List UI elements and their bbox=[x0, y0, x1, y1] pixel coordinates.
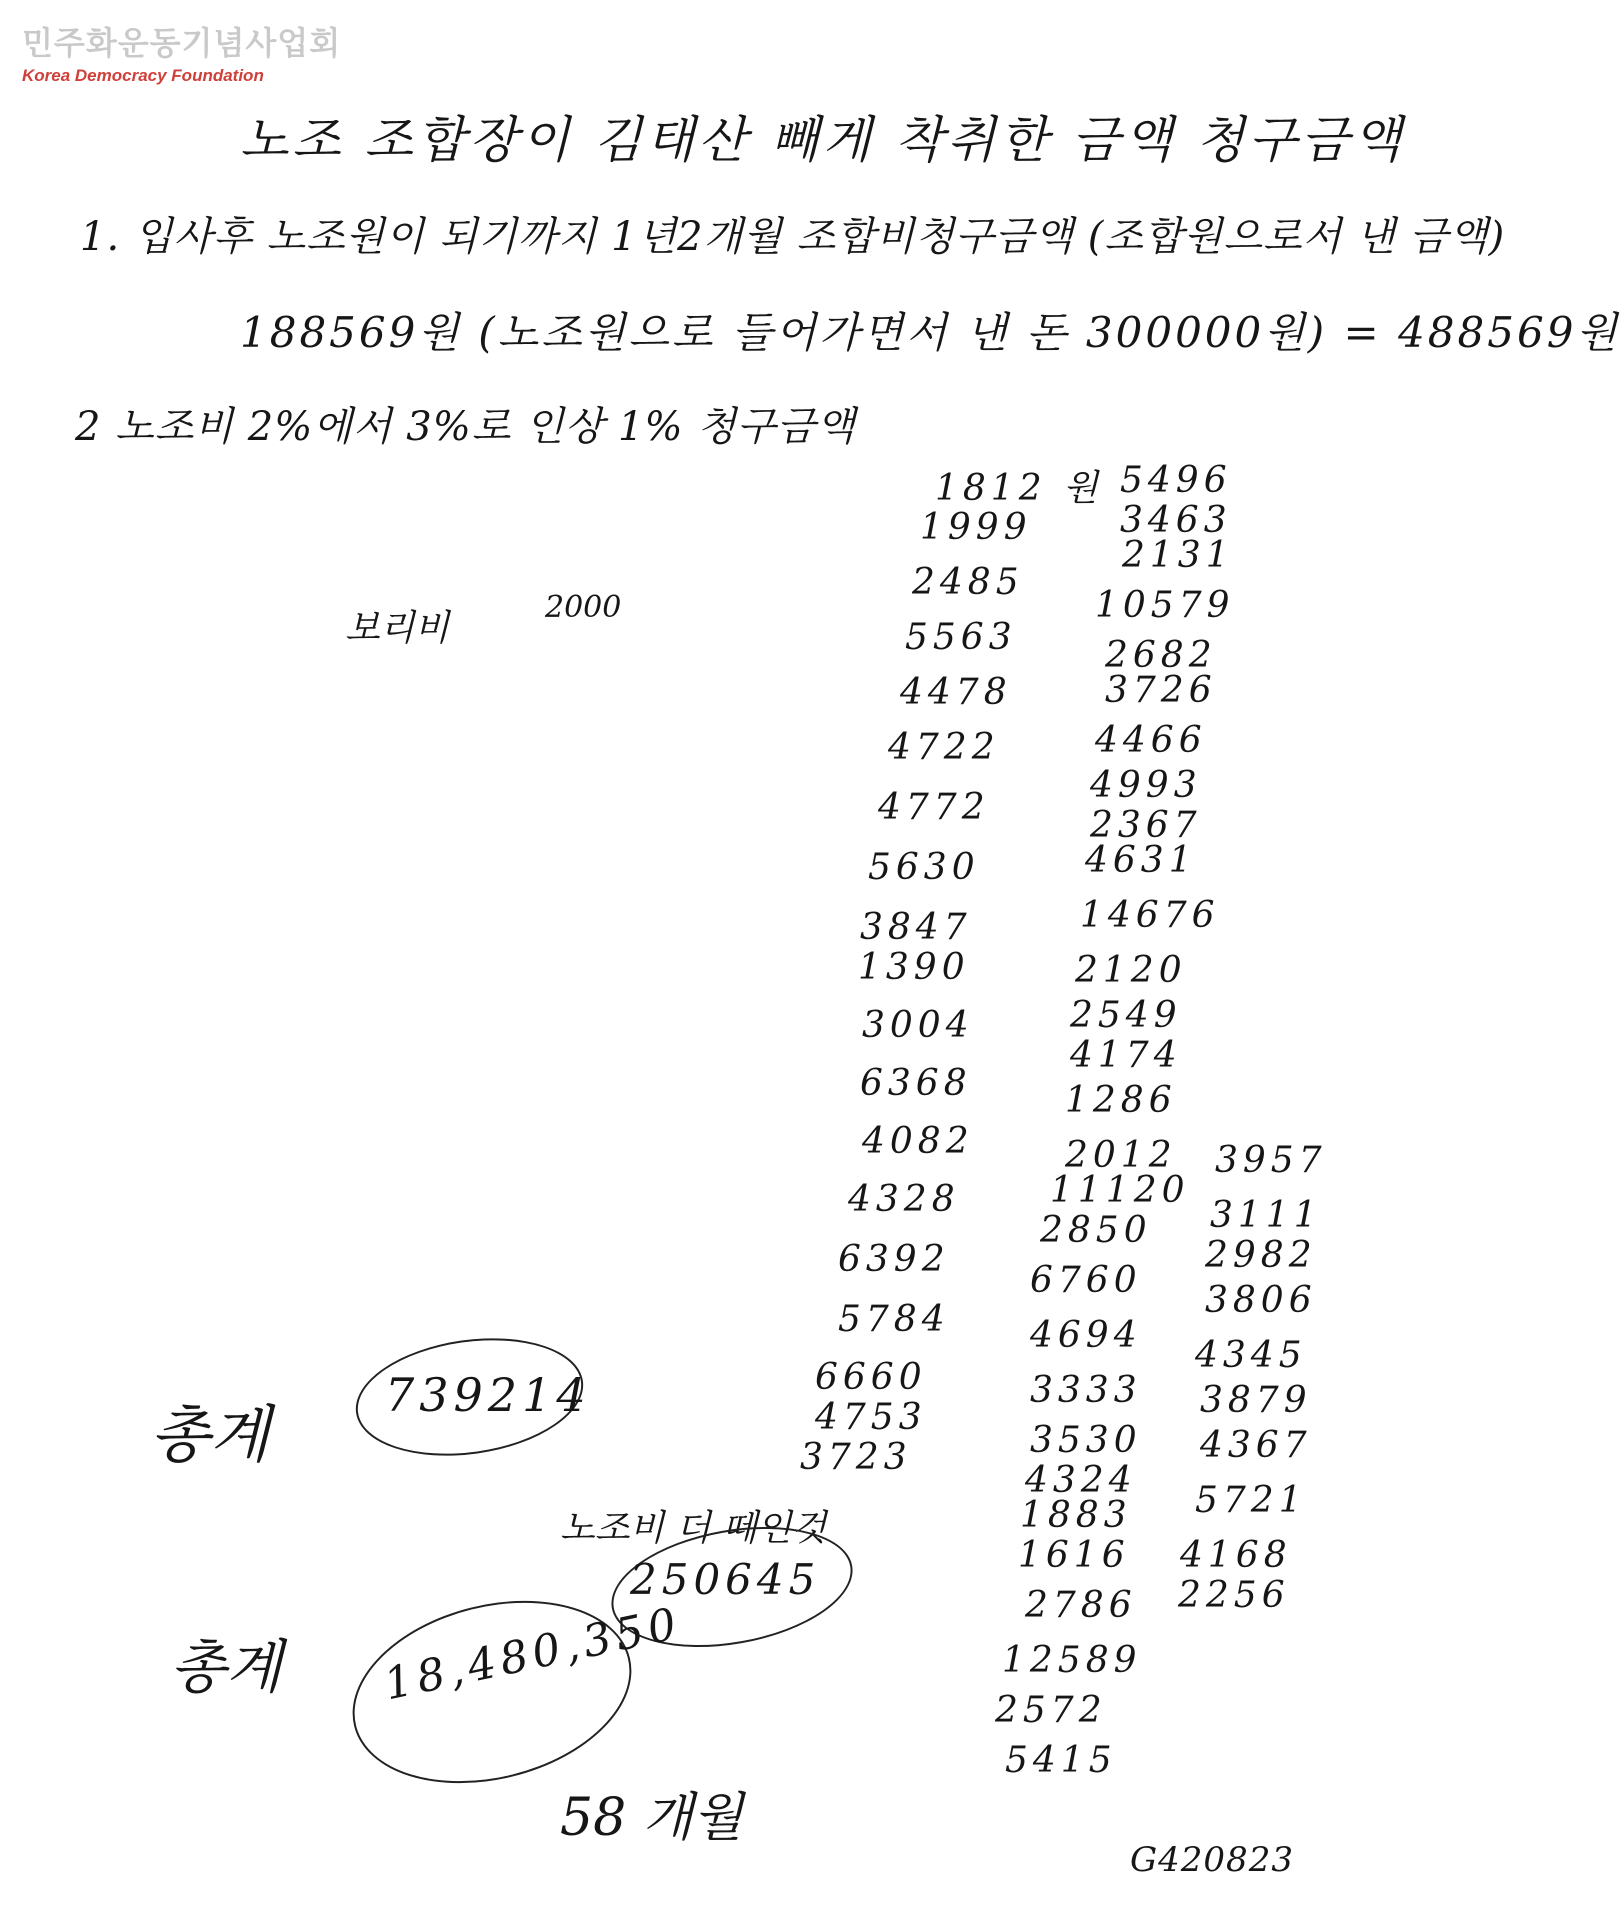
col2-entry: 3530 bbox=[1030, 1420, 1142, 1461]
col2-entry: 2572 bbox=[995, 1690, 1107, 1731]
col2-entry: 3726 bbox=[1105, 670, 1217, 711]
col2-entry: 1616 bbox=[1018, 1535, 1130, 1576]
col3-entry: 4367 bbox=[1200, 1425, 1312, 1466]
col3-entry: 4168 bbox=[1180, 1535, 1292, 1576]
col3-entry: 2256 bbox=[1178, 1575, 1290, 1616]
col2-entry: 2549 bbox=[1070, 995, 1182, 1036]
col1-entry: 3847 bbox=[860, 907, 972, 948]
col2-entry: 2120 bbox=[1075, 950, 1187, 991]
col2-entry: 5496 bbox=[1120, 460, 1232, 501]
col1-entry: 1812 원 bbox=[935, 468, 1103, 509]
col1-entry: 4082 bbox=[862, 1121, 974, 1162]
col1-entry: 1999 bbox=[920, 507, 1032, 548]
watermark-korean: 민주화운동기념사업회 bbox=[22, 24, 342, 62]
col2-entry: 2012 bbox=[1065, 1135, 1177, 1176]
col2-entry: 6760 bbox=[1030, 1260, 1142, 1301]
col1-entry: 4478 bbox=[900, 672, 1012, 713]
col3-entry: 3957 bbox=[1215, 1140, 1327, 1181]
col1-entry: 1390 bbox=[858, 947, 970, 988]
col1-entry: 4722 bbox=[888, 727, 1000, 768]
total-value: 739214 bbox=[385, 1368, 591, 1422]
item2-line: 2 노조비 2%에서 3%로 인상 1% 청구금액 bbox=[75, 404, 856, 450]
footnote: 58 개월 bbox=[560, 1788, 744, 1848]
col1-entry: 5630 bbox=[868, 847, 980, 888]
item1-amount: 188569원 (노조원으로 들어가면서 낸 돈 300000원) = 488569원 bbox=[240, 308, 1620, 357]
document-title: 노조 조합장이 김태산 빼게 착취한 금액 청구금액 bbox=[240, 111, 1406, 169]
col3-entry: 3806 bbox=[1205, 1280, 1317, 1321]
col2-entry: 2682 bbox=[1105, 635, 1217, 676]
col2-entry: 3333 bbox=[1030, 1370, 1142, 1411]
col2-entry: 10579 bbox=[1095, 585, 1235, 626]
col1-entry: 5563 bbox=[905, 617, 1017, 658]
col3-entry: 5721 bbox=[1195, 1480, 1307, 1521]
col2-entry: 2131 bbox=[1122, 535, 1234, 576]
document-id: G420823 bbox=[1130, 1840, 1294, 1880]
col2-entry: 1883 bbox=[1020, 1495, 1132, 1536]
grand-value: 18,480,350 bbox=[379, 1597, 686, 1711]
col1-entry: 3723 bbox=[800, 1437, 912, 1478]
col1-entry: 3004 bbox=[862, 1005, 974, 1046]
col2-entry: 4993 bbox=[1090, 765, 1202, 806]
col2-entry: 2367 bbox=[1090, 805, 1202, 846]
col2-entry: 3463 bbox=[1120, 500, 1232, 541]
col1-entry: 6368 bbox=[860, 1063, 972, 1104]
col3-entry: 2982 bbox=[1205, 1235, 1317, 1276]
col2-entry: 14676 bbox=[1080, 895, 1220, 936]
union-label: 노조비 더 떼인것 bbox=[560, 1508, 827, 1549]
col2-entry: 2786 bbox=[1025, 1585, 1137, 1626]
col2-entry: 4324 bbox=[1025, 1460, 1137, 1501]
col1-entry: 4753 bbox=[815, 1397, 927, 1438]
col3-entry: 3111 bbox=[1210, 1195, 1322, 1236]
misc-label: 보리비 bbox=[345, 608, 450, 649]
col1-entry: 6392 bbox=[838, 1239, 950, 1280]
col2-entry: 2850 bbox=[1040, 1210, 1152, 1251]
col2-entry: 11120 bbox=[1050, 1170, 1190, 1211]
col1-entry: 4772 bbox=[878, 787, 990, 828]
col3-entry: 4345 bbox=[1195, 1335, 1307, 1376]
col1-entry: 5784 bbox=[838, 1299, 950, 1340]
grand-label: 총계 bbox=[170, 1633, 283, 1701]
col1-entry: 2485 bbox=[912, 562, 1024, 603]
union-value: 250645 bbox=[630, 1555, 821, 1604]
col2-entry: 4466 bbox=[1095, 720, 1207, 761]
col1-entry: 6660 bbox=[815, 1357, 927, 1398]
col2-entry: 4694 bbox=[1030, 1315, 1142, 1356]
misc-value: 2000 bbox=[545, 590, 622, 625]
watermark-english: Korea Democracy Foundation bbox=[22, 66, 264, 85]
watermark bbox=[22, 18, 341, 86]
col3-entry: 3879 bbox=[1200, 1380, 1312, 1421]
col2-entry: 12589 bbox=[1002, 1640, 1142, 1681]
col2-entry: 1286 bbox=[1065, 1080, 1177, 1121]
col2-entry: 4631 bbox=[1085, 840, 1197, 881]
total-label: 총계 bbox=[150, 1398, 270, 1471]
col1-entry: 4328 bbox=[848, 1179, 960, 1220]
col2-entry: 5415 bbox=[1005, 1740, 1117, 1781]
item1-line: 1. 입사후 노조원이 되기까지 1년2개월 조합비청구금액 (조합원으로서 낸 금액) bbox=[80, 214, 1506, 260]
col2-entry: 4174 bbox=[1070, 1035, 1182, 1076]
